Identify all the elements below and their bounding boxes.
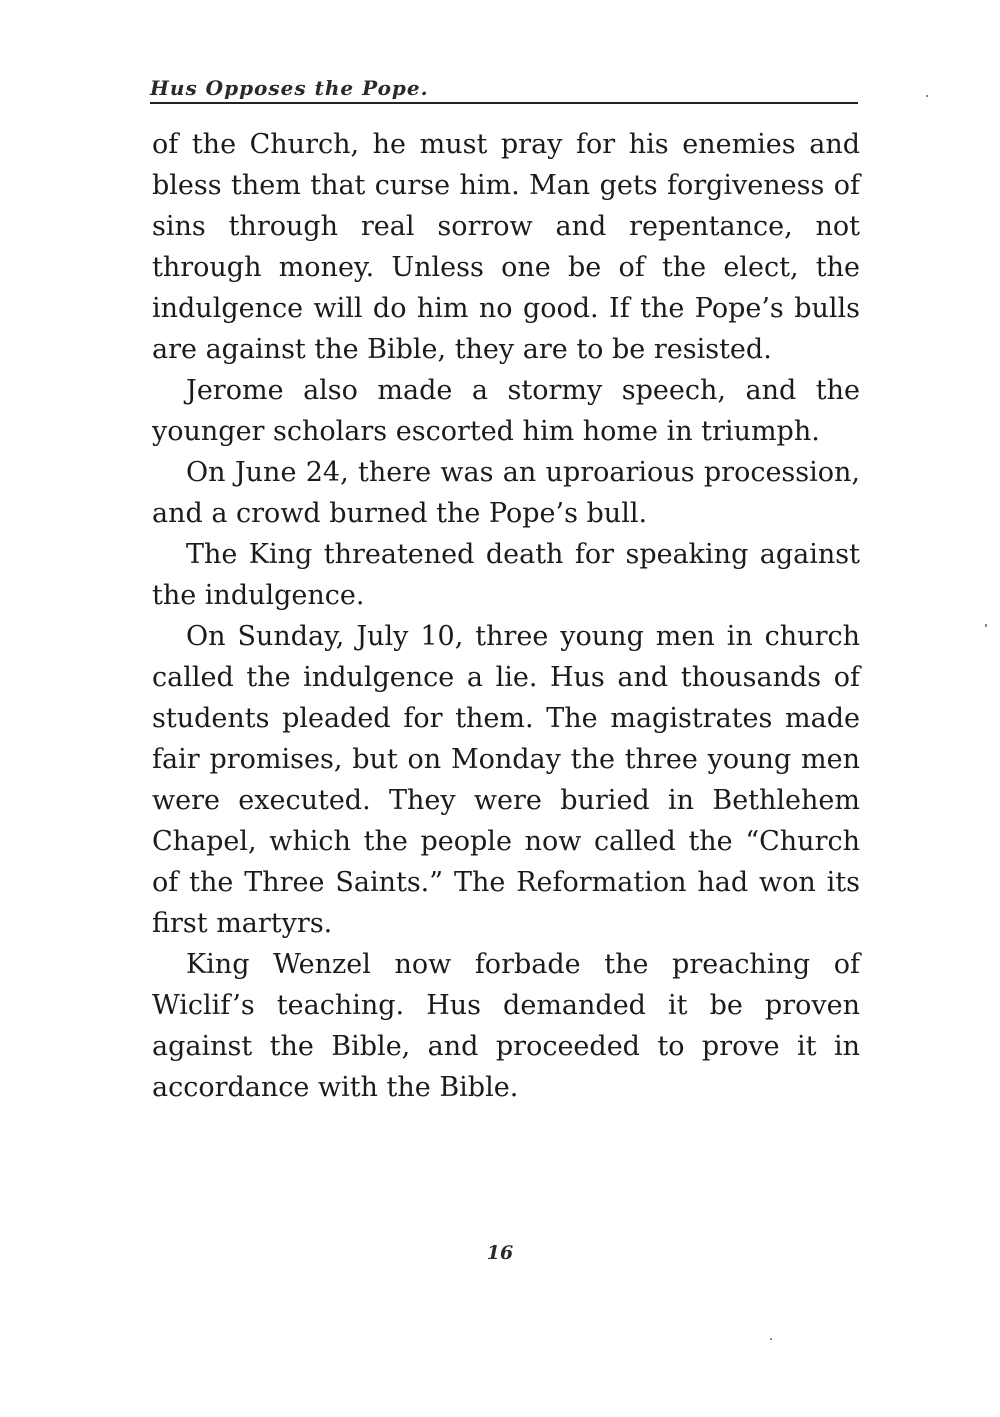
paragraph: King Wenzel now forbade the preaching of Wiclif’s teaching. Hus demanded it be proven against the Bible, and proceeded to prove it in accordance with the Bible.: [152, 949, 860, 1103]
page-number: 16: [486, 1242, 514, 1264]
paragraph: Jerome also made a stormy speech, and the younger scholars escorted him home in triumph.: [152, 375, 860, 447]
scan-speck: [926, 95, 928, 97]
running-head-title: Hus Opposes the Pope.: [150, 76, 429, 100]
paragraph: The King threatened death for speaking against the indulgence.: [152, 539, 860, 611]
running-head: [150, 72, 858, 104]
body-text: [152, 124, 860, 1108]
scan-speck: [985, 624, 987, 627]
scan-speck: [770, 1338, 772, 1340]
paragraph: of the Church, he must pray for his enemies and bless them that curse him. Man gets forgiveness of sins through real sorrow and repentance, not through money. Unless one be of the elect, the indulgence will do him no good. If the Pope’s bulls are against the Bible, they are to be resisted.: [152, 129, 860, 365]
paragraph: On Sunday, July 10, three young men in church called the indulgence a lie. Hus and thousands of students pleaded for them. The magistrates made fair promises, but on Monday the three young men were executed. They were buried in Bethlehem Chapel, which the people now called the “Church of the Three Saints.” The Reformation had won its first martyrs.: [152, 621, 860, 939]
paragraph: On June 24, there was an uproarious procession, and a crowd burned the Pope’s bull.: [152, 457, 860, 529]
